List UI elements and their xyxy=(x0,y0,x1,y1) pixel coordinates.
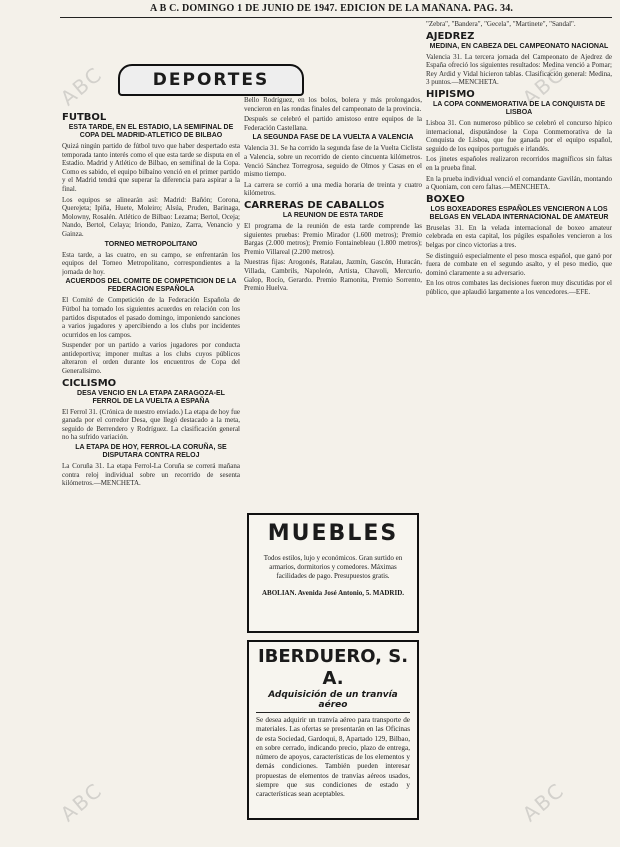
heading: CARRERAS DE CABALLOS xyxy=(244,199,385,211)
watermark: ABC xyxy=(55,61,108,111)
paragraph: Después se celebró el partido amistoso entre equipos de la Federación Castellana. xyxy=(244,115,422,132)
paragraph: Lisboa 31. Con numeroso público se celebró el concurso hípico internacional, disputándose la Copa Conmemorativa de la Conquista de Lisboa, que fue ganada por el equipo español, seguido de los equipos portugués e irlandés. xyxy=(426,118,612,153)
section-banner xyxy=(118,64,304,96)
heading: FUTBOL xyxy=(62,112,107,123)
heading: HIPISMO xyxy=(426,88,475,100)
paragraph: Valencia 31. La tercera jornada del Campeonato de Ajedrez de España ofreció los siguientes resultados: Medina venció a Pomar; Rey Ardid y Vidal hicieron tablas. Clasificación general: Medina, 3 puntos.—MENCHETA. xyxy=(426,52,612,87)
paragraph: Nuestras fijas: Arogonés, Ratalau, Jazmín, Gascón, Huracán, Villada, Cambrils, Napoleón, Artista, Chavoli, Mercurio, Galop, Rocío, Gerardo. Premio Ramonita, Premio Sorrento, Premio Huelva. xyxy=(244,258,422,293)
heading: CICLISMO xyxy=(62,377,117,389)
paragraph: Los jinetes españoles realizaron recorridos magníficos sin faltas en la prueba final. xyxy=(426,155,612,172)
subheading: LOS BOXEADORES ESPAÑOLES VENCIERON A LOS BELGAS EN VELADA INTERNACIONAL DE AMATEUR xyxy=(429,205,609,221)
section-banner-label: DEPORTES xyxy=(152,70,270,90)
subheading: LA ETAPA DE HOY, FERROL-LA CORUÑA, SE DISPUTARA CONTRA RELOJ xyxy=(75,444,227,460)
paragraph: Esta tarde, a las cuatro, en su campo, se enfrentarán los equipos del Torneo Metropolitano, correspondientes a la jornada de hoy. xyxy=(62,250,240,276)
paragraph: El programa de la reunión de esta tarde comprende las siguientes pruebas: Premio Mirador (1.600 metros); Premio Bargas (2.000 metros); Premio Fontainebleau (1.800 metros); Premio Villareal (2.200 metros). xyxy=(244,221,422,256)
paragraph: En los otros combates las decisiones fueron muy discutidas por el público, que aplaudió largamente a los vencedores.—EFE. xyxy=(426,279,612,296)
advert-muebles xyxy=(247,513,419,633)
heading: AJEDREZ xyxy=(426,30,475,42)
paragraph: Valencia 31. Se ha corrido la segunda fase de la Vuelta Ciclista a Valencia, sobre un recorrido de ciento cincuenta kilómetros. Venció Sánchez Torregrosa, seguido de Olmos y Casas en el mismo tiempo. xyxy=(244,144,422,179)
subheading: ACUERDOS DEL COMITE DE COMPETICION DE LA FEDERACION ESPAÑOLA xyxy=(65,278,237,294)
advert-body: Se desea adquirir un tranvía aéreo para transporte de materiales. Las ofertas se presentarán en las Oficinas de esta Sociedad, Gardoqui, 8, Apartado 129, Bilbao, en sobre cerrado, indicando precio, plazo de entrega, número de apoyos, características de los elementos y demás condiciones. También pueden interesar propuestas de elementos de tranvías aéreos usados, siempre que sus condiciones de estado y características sean aceptables. xyxy=(256,716,410,799)
article-col2 xyxy=(244,96,422,295)
subheading: ESTA TARDE, EN EL ESTADIO, LA SEMIFINAL DE COPA DEL MADRID-ATLETICO DE BILBAO xyxy=(68,124,234,139)
paragraph: Bello Rodríguez, en los bolos, bolera y más prolongados, vencieron en las rondas finales del campeonato de la provincia. xyxy=(244,96,422,113)
paragraph: Los equipos se alinearán así: Madrid: Bañón; Corona, Querejeta; Ipiña, Huete, Moleiro; Alsúa, Pruden, Barinaga, Molowny, Rosalén. Atlético de Bilbao: Lezama; Bertol, Oceja; Nando, Bertol, Celaya; Iriondo, Panizo, Zarra, Venancio y Gainza. xyxy=(62,195,240,238)
column-1 xyxy=(62,20,240,845)
subheading: LA SEGUNDA FASE DE LA VUELTA A VALENCIA xyxy=(252,134,414,142)
paragraph: En la prueba individual venció el comandante Gavilán, montando a Quoniam, con cero faltas.—MENCHETA. xyxy=(426,174,612,192)
paragraph: Suspender por un partido a varios jugadores por conducta antideportiva; imponer multas a los clubs cuyos públicos alteraron el orden durante los encuentros de Copa del Generalísimo. xyxy=(62,341,240,376)
paragraph: Bruselas 31. En la velada internacional de boxeo amateur celebrada en esta capital, los púgiles españoles vencieron a los belgas por cinco victorias a tres. xyxy=(426,223,612,249)
article-futbol xyxy=(62,110,240,490)
paragraph: Quizá ningún partido de fútbol tuvo que haber despertado esta temporada tanto interés como el que esta tarde se disputa en el Estadio. Madrid y Atlético de Bilbao, en semifinal de la Copa. Como es sabido, el equipo bilbaíno venció en el primer partido y el Madrid tendrá que superar la diferencia para aspirar a la final. xyxy=(62,142,240,193)
paragraph: La carrera se corrió a una media horaria de treinta y cuatro kilómetros. xyxy=(244,180,422,198)
subheading: LA REUNION DE ESTA TARDE xyxy=(282,211,384,219)
paragraph: Se distinguió especialmente el peso mosca español, que ganó por fuera de combate en el segundo asalto, y el peso medio, que dominó claramente a su adversario. xyxy=(426,251,612,277)
advert-footer: ABOLIAN. Avenida José Antonio, 5. MADRID. xyxy=(261,589,405,597)
advert-title: MUEBLES xyxy=(267,521,399,546)
masthead: A B C. DOMINGO 1 DE JUNIO DE 1947. EDICION DE LA MAÑANA. PAG. 34. xyxy=(150,3,514,14)
masthead-rule xyxy=(60,17,612,18)
paragraph: El Comité de Competición de la Federación Española de Fútbol ha tomado los siguientes acuerdos en relación con los partidos disputados el pasado domingo, imponiendo sanciones a varios jugadores y apercibiendo a los clubs por incidentes ocurridos en los campos. xyxy=(62,296,240,339)
column-3 xyxy=(426,20,612,845)
subheading: DESA VENCIO EN LA ETAPA ZARAGOZA-EL FERROL DE LA VUELTA A ESPAÑA xyxy=(77,389,225,405)
column-2 xyxy=(244,96,422,508)
subheading: LA COPA CONMEMORATIVA DE LA CONQUISTA DE LISBOA xyxy=(432,100,605,116)
advert-iberduero xyxy=(247,640,419,820)
paragraph: "Zebra", "Bandera", "Gecela", "Martinete", "Sandal". xyxy=(426,20,576,28)
subheading: TORNEO METROPOLITANO xyxy=(104,240,198,248)
advert-text: Todos estilos, lujo y económicos. Gran surtido en armarios, dormitorios y comedores. Máximas facilidades de pago. Presupuestos gratis. xyxy=(263,554,403,580)
watermark: ABC xyxy=(55,777,108,827)
advert-title: IBERDUERO, S. A. xyxy=(257,646,409,689)
subheading: MEDINA, EN CABEZA DEL CAMPEONATO NACIONAL xyxy=(429,42,609,50)
advert-subtitle: Adquisición de un tranvía aéreo xyxy=(256,690,410,713)
watermark: ABC xyxy=(517,777,570,827)
article-col3 xyxy=(426,20,612,298)
heading: BOXEO xyxy=(426,193,465,205)
paragraph: El Ferrol 31. (Crónica de nuestro enviado.) La etapa de hoy fue ganada por el corredor Desa, que llegó destacado a la meta, seguido de Berrendero y Rodríguez. La clasificación general no ha sufrido variación. xyxy=(62,407,240,442)
watermark: ABC xyxy=(517,61,570,111)
paragraph: La Coruña 31. La etapa Ferrol-La Coruña se correrá mañana contra reloj individual sobre un recorrido de sesenta kilómetros.—MENCHETA. xyxy=(62,462,240,488)
